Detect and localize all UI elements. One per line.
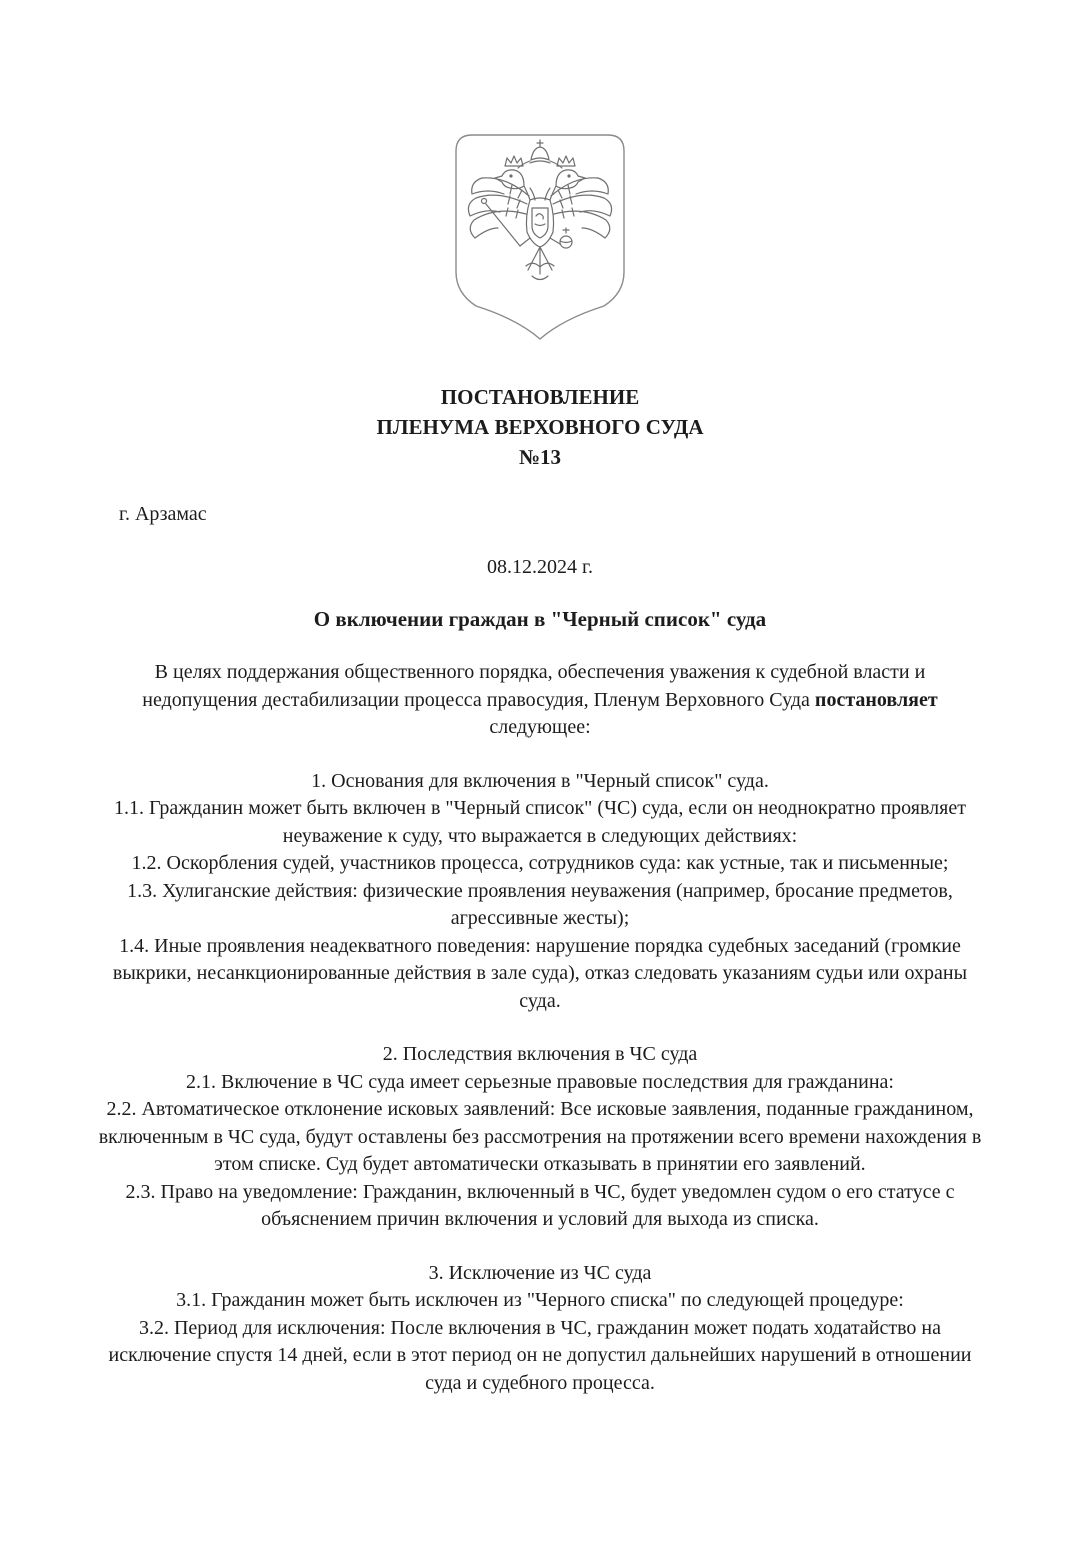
date-line: 08.12.2024 г. [487,556,593,578]
intro-text-before: В целях поддержания общественного порядка, обеспечения уважения к судебной власти и недопущения дестабилизации процесса правосудия, Пленум Верховного Суда [142,661,926,711]
section-1-heading: 1. Основания для включения в "Черный список" суда. [311,769,769,792]
section-1-item-3: 1.3. Хулиганские действия: физические проявления неуважения (например, бросание предметов, агрессивные жесты); [127,879,953,929]
section-1-item-4: 1.4. Иные проявления неадекватного поведения: нарушение порядка судебных заседаний (громкие выкрики, несанкционированные действия в зале суда), отказ следовать указаниям судьи или охраны суда. [112,934,968,1012]
city-line: г. Арзамас [119,503,207,525]
section-1 [97,768,983,1016]
section-3-heading: 3. Исключение из ЧС суда [428,1261,652,1284]
section-2-item-3: 2.3. Право на уведомление: Гражданин, включенный в ЧС, будет уведомлен судом о его статусе с объяснением причин включения и условий для выхода из списка. [125,1180,955,1230]
intro-text-after: следующее: [489,716,591,738]
section-2-item-2: 2.2. Автоматическое отклонение исковых заявлений: Все исковые заявления, поданные гражданином, включенным в ЧС суда, будут оставлены без рассмотрения на протяжении всего времени нахождения в этом списке. Суд будет автоматически отказывать в принятии его заявлений. [98,1098,982,1175]
subject-line: О включении граждан в "Черный список" суда [313,607,767,631]
russian-coat-of-arms-icon [450,130,630,342]
section-2-item-1: 2.1. Включение в ЧС суда имеет серьезные правовые последствия для гражданина: [186,1070,894,1093]
document-content [97,382,983,1397]
section-3-item-1: 3.1. Гражданин может быть исключен из "Черного списка" по следующей процедуре: [176,1289,904,1311]
section-2 [97,1041,983,1234]
intro-paragraph [97,659,983,742]
intro-text-bold: постановляет [814,688,938,711]
section-1-item-2: 1.2. Оскорбления судей, участников процесса, сотрудников суда: как устные, так и письменные; [131,852,949,874]
section-3-item-2: 3.2. Период для исключения: После включения в ЧС, гражданин может подать ходатайство на исключение спустя 14 дней, если в этот период он не допустил дальнейших нарушений в отношении суда и судебного процесса. [108,1316,972,1394]
title-line-2: ПЛЕНУМА ВЕРХОВНОГО СУДА [376,415,704,439]
title-line-number: №13 [518,445,562,469]
section-1-item-1: 1.1. Гражданин может быть включен в "Черный список" (ЧС) суда, если он неоднократно проявляет неуважение к суду, что выражается в следующих действиях: [114,797,966,847]
document-title [97,382,983,472]
section-2-heading: 2. Последствия включения в ЧС суда [382,1043,698,1065]
title-line-1: ПОСТАНОВЛЕНИЕ [440,385,640,409]
section-3 [97,1260,983,1398]
